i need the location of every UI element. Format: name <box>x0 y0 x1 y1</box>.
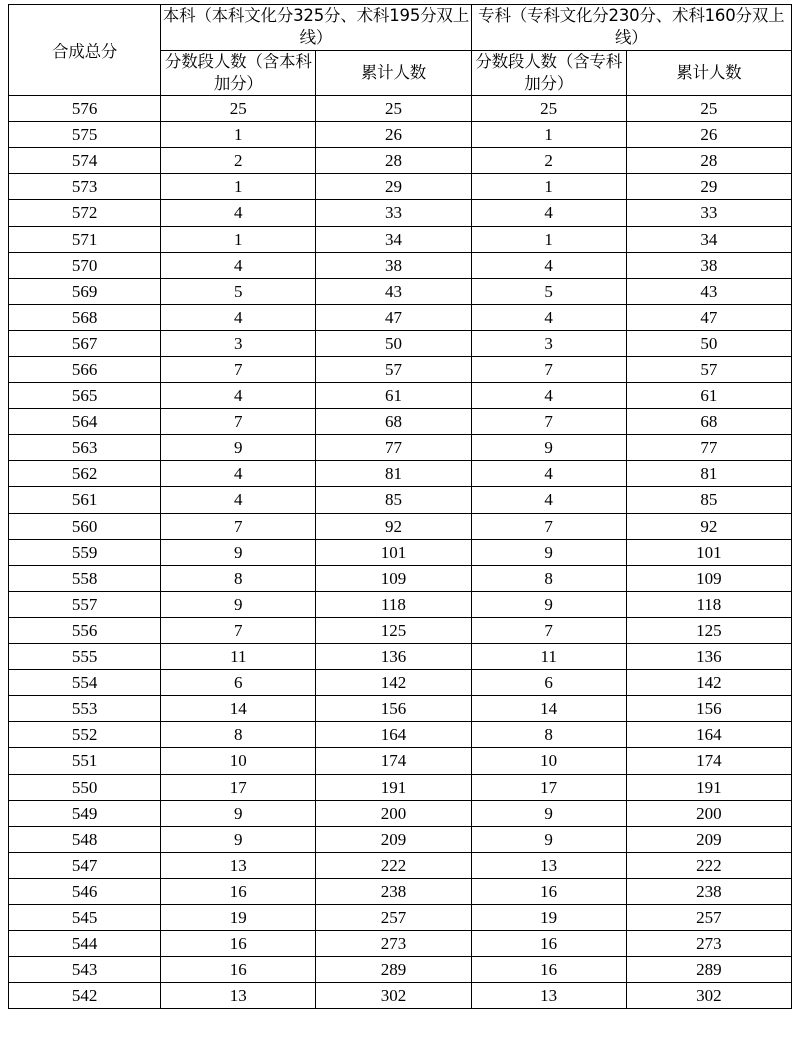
table-row <box>9 878 792 904</box>
cell-bk-cumulative-count: 61 <box>316 383 471 409</box>
table-row <box>9 904 792 930</box>
cell-bk-segment-count: 7 <box>161 617 316 643</box>
cell-zk-cumulative-count: 47 <box>626 304 791 330</box>
cell-bk-cumulative-count: 101 <box>316 539 471 565</box>
cell-bk-cumulative-count: 43 <box>316 278 471 304</box>
cell-zk-cumulative-count: 57 <box>626 357 791 383</box>
cell-zk-cumulative-count: 222 <box>626 852 791 878</box>
cell-zk-segment-count: 7 <box>471 357 626 383</box>
table-row <box>9 826 792 852</box>
cell-zk-cumulative-count: 81 <box>626 461 791 487</box>
cell-zk-segment-count: 11 <box>471 644 626 670</box>
cell-total-score: 557 <box>9 591 161 617</box>
cell-bk-cumulative-count: 238 <box>316 878 471 904</box>
cell-zk-segment-count: 9 <box>471 539 626 565</box>
table-row <box>9 435 792 461</box>
cell-bk-segment-count: 6 <box>161 670 316 696</box>
cell-bk-segment-count: 7 <box>161 513 316 539</box>
table-row <box>9 565 792 591</box>
cell-zk-cumulative-count: 38 <box>626 252 791 278</box>
cell-bk-cumulative-count: 289 <box>316 957 471 983</box>
cell-bk-cumulative-count: 142 <box>316 670 471 696</box>
cell-zk-segment-count: 7 <box>471 617 626 643</box>
cell-total-score: 572 <box>9 200 161 226</box>
cell-bk-cumulative-count: 222 <box>316 852 471 878</box>
table-row <box>9 852 792 878</box>
cell-bk-cumulative-count: 47 <box>316 304 471 330</box>
cell-bk-segment-count: 1 <box>161 122 316 148</box>
cell-total-score: 570 <box>9 252 161 278</box>
cell-zk-cumulative-count: 273 <box>626 931 791 957</box>
table-row <box>9 670 792 696</box>
cell-bk-segment-count: 8 <box>161 722 316 748</box>
cell-total-score: 558 <box>9 565 161 591</box>
table-row <box>9 696 792 722</box>
cell-zk-cumulative-count: 136 <box>626 644 791 670</box>
cell-zk-cumulative-count: 109 <box>626 565 791 591</box>
cell-total-score: 565 <box>9 383 161 409</box>
table-body <box>9 96 792 1009</box>
cell-zk-cumulative-count: 164 <box>626 722 791 748</box>
cell-total-score: 553 <box>9 696 161 722</box>
cell-zk-segment-count: 9 <box>471 435 626 461</box>
cell-zk-segment-count: 25 <box>471 96 626 122</box>
cell-zk-cumulative-count: 238 <box>626 878 791 904</box>
table-row <box>9 774 792 800</box>
cell-bk-segment-count: 4 <box>161 200 316 226</box>
table-row <box>9 957 792 983</box>
cell-total-score: 546 <box>9 878 161 904</box>
cell-bk-segment-count: 16 <box>161 878 316 904</box>
cell-zk-segment-count: 4 <box>471 304 626 330</box>
cell-bk-segment-count: 10 <box>161 748 316 774</box>
cell-bk-cumulative-count: 257 <box>316 904 471 930</box>
cell-bk-cumulative-count: 85 <box>316 487 471 513</box>
cell-zk-cumulative-count: 142 <box>626 670 791 696</box>
cell-zk-cumulative-count: 26 <box>626 122 791 148</box>
cell-bk-cumulative-count: 57 <box>316 357 471 383</box>
cell-zk-cumulative-count: 34 <box>626 226 791 252</box>
cell-bk-cumulative-count: 109 <box>316 565 471 591</box>
table-row <box>9 513 792 539</box>
cell-bk-segment-count: 9 <box>161 591 316 617</box>
cell-bk-segment-count: 3 <box>161 330 316 356</box>
cell-zk-segment-count: 1 <box>471 122 626 148</box>
cell-total-score: 560 <box>9 513 161 539</box>
cell-bk-cumulative-count: 302 <box>316 983 471 1009</box>
cell-bk-segment-count: 13 <box>161 983 316 1009</box>
cell-zk-cumulative-count: 50 <box>626 330 791 356</box>
table-row <box>9 539 792 565</box>
cell-bk-cumulative-count: 200 <box>316 800 471 826</box>
table-row <box>9 96 792 122</box>
cell-zk-cumulative-count: 25 <box>626 96 791 122</box>
cell-zk-cumulative-count: 125 <box>626 617 791 643</box>
cell-bk-segment-count: 9 <box>161 800 316 826</box>
cell-zk-segment-count: 8 <box>471 722 626 748</box>
cell-zk-segment-count: 4 <box>471 487 626 513</box>
table-row <box>9 487 792 513</box>
cell-bk-cumulative-count: 38 <box>316 252 471 278</box>
cell-zk-segment-count: 14 <box>471 696 626 722</box>
table-row <box>9 330 792 356</box>
cell-bk-segment-count: 9 <box>161 826 316 852</box>
cell-bk-cumulative-count: 136 <box>316 644 471 670</box>
cell-zk-segment-count: 9 <box>471 591 626 617</box>
cell-zk-cumulative-count: 200 <box>626 800 791 826</box>
cell-zk-segment-count: 6 <box>471 670 626 696</box>
table-row <box>9 748 792 774</box>
cell-zk-cumulative-count: 68 <box>626 409 791 435</box>
cell-zk-segment-count: 7 <box>471 513 626 539</box>
table-row <box>9 722 792 748</box>
table-row <box>9 383 792 409</box>
cell-total-score: 561 <box>9 487 161 513</box>
cell-total-score: 547 <box>9 852 161 878</box>
cell-total-score: 569 <box>9 278 161 304</box>
cell-zk-segment-count: 16 <box>471 878 626 904</box>
cell-zk-segment-count: 16 <box>471 957 626 983</box>
cell-total-score: 542 <box>9 983 161 1009</box>
cell-bk-segment-count: 1 <box>161 174 316 200</box>
cell-zk-segment-count: 13 <box>471 983 626 1009</box>
cell-zk-cumulative-count: 28 <box>626 148 791 174</box>
cell-bk-cumulative-count: 174 <box>316 748 471 774</box>
table-row <box>9 252 792 278</box>
table-row <box>9 357 792 383</box>
cell-zk-segment-count: 4 <box>471 200 626 226</box>
cell-zk-segment-count: 1 <box>471 226 626 252</box>
cell-bk-segment-count: 4 <box>161 304 316 330</box>
cell-total-score: 555 <box>9 644 161 670</box>
cell-bk-cumulative-count: 26 <box>316 122 471 148</box>
cell-bk-segment-count: 17 <box>161 774 316 800</box>
header-group-junior-college: 专科（专科文化分230分、术科160分双上线） <box>471 5 791 51</box>
cell-bk-segment-count: 25 <box>161 96 316 122</box>
table-row <box>9 591 792 617</box>
cell-bk-segment-count: 13 <box>161 852 316 878</box>
cell-bk-segment-count: 19 <box>161 904 316 930</box>
cell-bk-cumulative-count: 125 <box>316 617 471 643</box>
cell-total-score: 576 <box>9 96 161 122</box>
cell-bk-cumulative-count: 156 <box>316 696 471 722</box>
cell-bk-cumulative-count: 50 <box>316 330 471 356</box>
cell-bk-cumulative-count: 28 <box>316 148 471 174</box>
header-bk-cumulative-count: 累计人数 <box>316 50 471 96</box>
table-row <box>9 409 792 435</box>
cell-zk-cumulative-count: 77 <box>626 435 791 461</box>
cell-zk-cumulative-count: 85 <box>626 487 791 513</box>
cell-bk-segment-count: 7 <box>161 409 316 435</box>
cell-total-score: 549 <box>9 800 161 826</box>
cell-zk-segment-count: 9 <box>471 826 626 852</box>
cell-total-score: 543 <box>9 957 161 983</box>
header-zk-cumulative-count: 累计人数 <box>626 50 791 96</box>
table-row <box>9 278 792 304</box>
cell-total-score: 552 <box>9 722 161 748</box>
cell-bk-cumulative-count: 81 <box>316 461 471 487</box>
table-row <box>9 644 792 670</box>
cell-zk-segment-count: 17 <box>471 774 626 800</box>
table-row <box>9 800 792 826</box>
table-row <box>9 200 792 226</box>
cell-zk-segment-count: 4 <box>471 252 626 278</box>
cell-zk-cumulative-count: 29 <box>626 174 791 200</box>
cell-zk-segment-count: 5 <box>471 278 626 304</box>
cell-zk-segment-count: 10 <box>471 748 626 774</box>
cell-bk-cumulative-count: 68 <box>316 409 471 435</box>
cell-total-score: 556 <box>9 617 161 643</box>
cell-bk-cumulative-count: 273 <box>316 931 471 957</box>
cell-zk-segment-count: 13 <box>471 852 626 878</box>
cell-bk-cumulative-count: 118 <box>316 591 471 617</box>
cell-bk-segment-count: 4 <box>161 383 316 409</box>
cell-zk-segment-count: 8 <box>471 565 626 591</box>
cell-bk-segment-count: 5 <box>161 278 316 304</box>
cell-zk-cumulative-count: 257 <box>626 904 791 930</box>
cell-bk-cumulative-count: 33 <box>316 200 471 226</box>
cell-total-score: 551 <box>9 748 161 774</box>
cell-bk-segment-count: 8 <box>161 565 316 591</box>
cell-total-score: 568 <box>9 304 161 330</box>
cell-zk-cumulative-count: 174 <box>626 748 791 774</box>
cell-zk-cumulative-count: 61 <box>626 383 791 409</box>
table-row <box>9 226 792 252</box>
table-row <box>9 461 792 487</box>
cell-total-score: 554 <box>9 670 161 696</box>
cell-zk-segment-count: 2 <box>471 148 626 174</box>
cell-total-score: 566 <box>9 357 161 383</box>
cell-bk-segment-count: 11 <box>161 644 316 670</box>
cell-zk-segment-count: 1 <box>471 174 626 200</box>
cell-zk-cumulative-count: 33 <box>626 200 791 226</box>
cell-bk-segment-count: 4 <box>161 252 316 278</box>
header-bk-segment-count: 分数段人数（含本科加分） <box>161 50 316 96</box>
cell-zk-segment-count: 4 <box>471 383 626 409</box>
table-row <box>9 174 792 200</box>
cell-zk-segment-count: 3 <box>471 330 626 356</box>
header-total-score: 合成总分 <box>9 5 161 96</box>
cell-bk-segment-count: 16 <box>161 957 316 983</box>
cell-total-score: 573 <box>9 174 161 200</box>
cell-bk-cumulative-count: 77 <box>316 435 471 461</box>
cell-total-score: 562 <box>9 461 161 487</box>
header-row-groups <box>9 5 792 51</box>
cell-total-score: 544 <box>9 931 161 957</box>
cell-total-score: 563 <box>9 435 161 461</box>
score-distribution-table <box>8 4 792 1009</box>
cell-bk-cumulative-count: 29 <box>316 174 471 200</box>
cell-total-score: 559 <box>9 539 161 565</box>
cell-zk-segment-count: 19 <box>471 904 626 930</box>
header-zk-segment-count: 分数段人数（含专科加分） <box>471 50 626 96</box>
cell-bk-cumulative-count: 25 <box>316 96 471 122</box>
cell-total-score: 545 <box>9 904 161 930</box>
cell-bk-cumulative-count: 34 <box>316 226 471 252</box>
header-group-undergraduate: 本科（本科文化分325分、术科195分双上线） <box>161 5 471 51</box>
cell-total-score: 571 <box>9 226 161 252</box>
cell-bk-cumulative-count: 209 <box>316 826 471 852</box>
cell-zk-cumulative-count: 302 <box>626 983 791 1009</box>
cell-bk-segment-count: 7 <box>161 357 316 383</box>
cell-bk-segment-count: 16 <box>161 931 316 957</box>
cell-bk-cumulative-count: 92 <box>316 513 471 539</box>
cell-bk-segment-count: 4 <box>161 461 316 487</box>
cell-bk-segment-count: 2 <box>161 148 316 174</box>
table-row <box>9 983 792 1009</box>
cell-zk-cumulative-count: 101 <box>626 539 791 565</box>
cell-zk-cumulative-count: 92 <box>626 513 791 539</box>
cell-zk-segment-count: 9 <box>471 800 626 826</box>
cell-bk-segment-count: 9 <box>161 435 316 461</box>
cell-zk-cumulative-count: 156 <box>626 696 791 722</box>
table-row <box>9 122 792 148</box>
cell-bk-segment-count: 4 <box>161 487 316 513</box>
cell-total-score: 548 <box>9 826 161 852</box>
cell-zk-cumulative-count: 118 <box>626 591 791 617</box>
cell-zk-cumulative-count: 43 <box>626 278 791 304</box>
cell-zk-cumulative-count: 289 <box>626 957 791 983</box>
table-header <box>9 5 792 96</box>
cell-total-score: 567 <box>9 330 161 356</box>
cell-total-score: 574 <box>9 148 161 174</box>
cell-total-score: 575 <box>9 122 161 148</box>
cell-total-score: 564 <box>9 409 161 435</box>
cell-zk-segment-count: 4 <box>471 461 626 487</box>
cell-zk-segment-count: 16 <box>471 931 626 957</box>
cell-bk-cumulative-count: 191 <box>316 774 471 800</box>
table-row <box>9 148 792 174</box>
cell-zk-cumulative-count: 209 <box>626 826 791 852</box>
cell-bk-cumulative-count: 164 <box>316 722 471 748</box>
cell-zk-cumulative-count: 191 <box>626 774 791 800</box>
cell-bk-segment-count: 9 <box>161 539 316 565</box>
table-row <box>9 617 792 643</box>
table-row <box>9 931 792 957</box>
cell-zk-segment-count: 7 <box>471 409 626 435</box>
table-row <box>9 304 792 330</box>
cell-total-score: 550 <box>9 774 161 800</box>
cell-bk-segment-count: 1 <box>161 226 316 252</box>
cell-bk-segment-count: 14 <box>161 696 316 722</box>
